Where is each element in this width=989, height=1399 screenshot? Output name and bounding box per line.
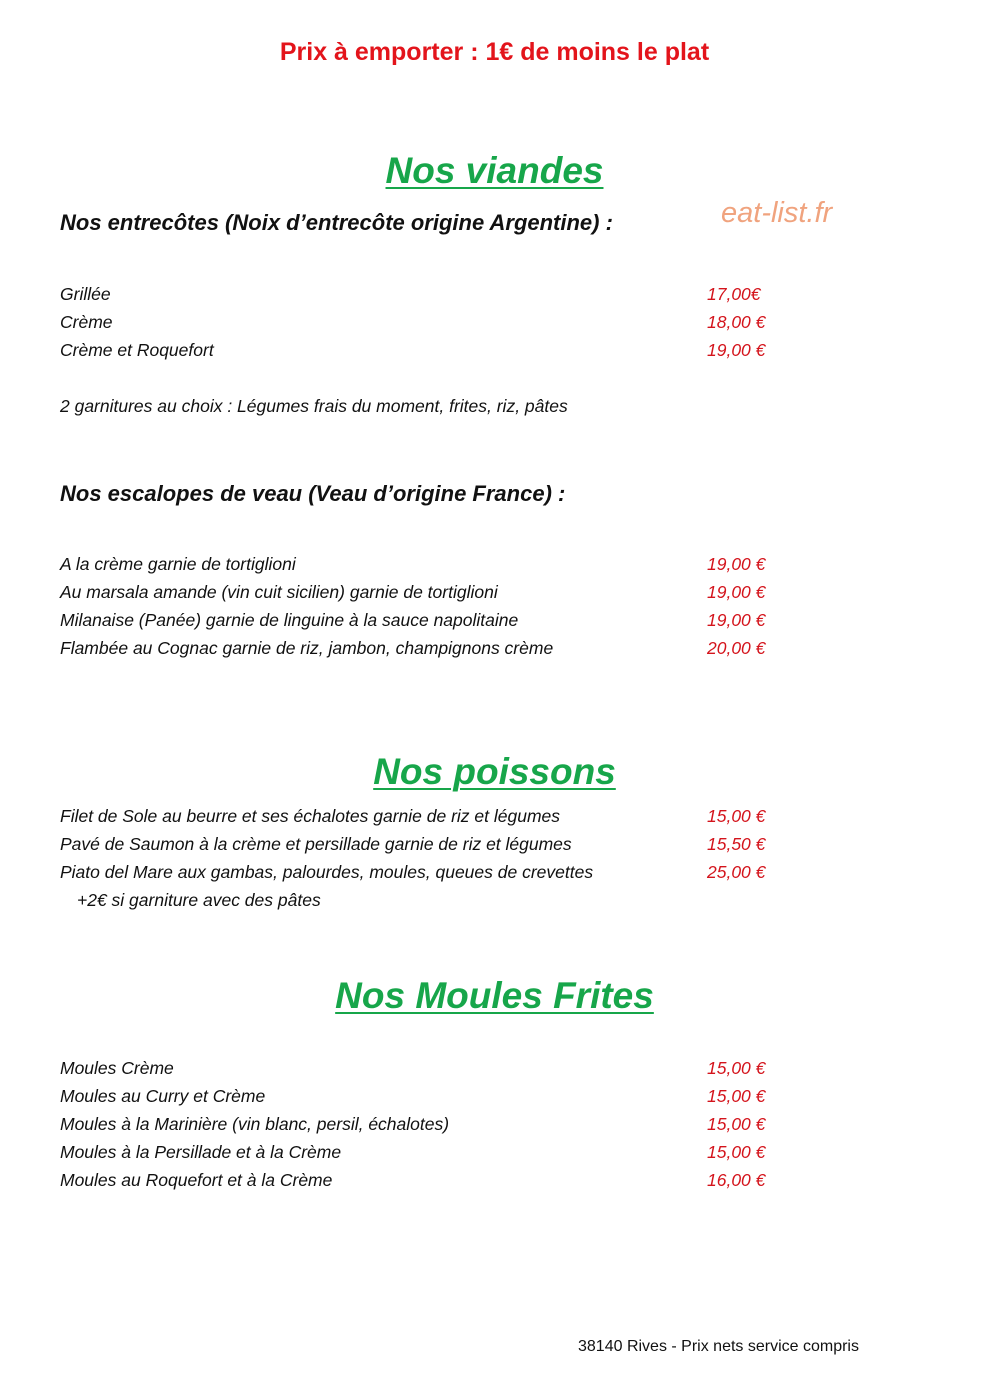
subheading-entrecotes: Nos entrecôtes (Noix d’entrecôte origine Argentine) : (60, 210, 613, 235)
menu-item-name: A la crème garnie de tortiglioni (60, 554, 296, 574)
section-title-moules: Nos Moules Frites (335, 975, 654, 1016)
menu-item-price: 19,00 € (707, 554, 766, 574)
menu-item-name: Moules à la Persillade et à la Crème (60, 1142, 342, 1162)
menu-item-name: Moules au Curry et Crème (60, 1086, 266, 1106)
menu-item-name: Piato del Mare aux gambas, palourdes, moules, queues de crevettes (60, 862, 594, 882)
menu-item-price: 25,00 € (707, 862, 766, 882)
menu-item-price: 15,00 € (707, 806, 766, 826)
takeaway-notice: Prix à emporter : 1€ de moins le plat (279, 38, 710, 66)
menu-item-price: 20,00 € (707, 638, 766, 658)
menu-item-name: Au marsala amande (vin cuit sicilien) garnie de tortiglioni (60, 582, 498, 602)
menu-item-name: Moules à la Marinière (vin blanc, persil, échalotes) (60, 1114, 450, 1134)
menu-item-name: Filet de Sole au beurre et ses échalotes garnie de riz et légumes (60, 806, 561, 826)
menu-item-name: Moules au Roquefort et à la Crème (60, 1170, 333, 1190)
menu-item-name: Crème (60, 312, 113, 332)
menu-item-name: Flambée au Cognac garnie de riz, jambon, champignons crème (60, 638, 554, 658)
menu-item-price: 15,00 € (707, 1114, 766, 1134)
menu-item-price: 15,00 € (707, 1142, 766, 1162)
menu-item-name: Milanaise (Panée) garnie de linguine à la sauce napolitaine (60, 610, 519, 630)
pasta-supplement-note: +2€ si garniture avec des pâtes (77, 890, 321, 910)
section-title-poissons: Nos poissons (373, 751, 616, 792)
menu-item-price: 17,00€ (707, 284, 761, 304)
menu-item-price: 15,00 € (707, 1058, 766, 1078)
menu-item-price: 15,50 € (707, 834, 766, 854)
section-title-viandes: Nos viandes (385, 150, 604, 191)
watermark: eat-list.fr (721, 197, 833, 229)
menu-item-price: 19,00 € (707, 610, 766, 630)
menu-item-price: 19,00 € (707, 340, 766, 360)
subheading-escalopes: Nos escalopes de veau (Veau d’origine France) : (60, 481, 566, 506)
menu-item-name: Moules Crème (60, 1058, 174, 1078)
menu-item-price: 18,00 € (707, 312, 766, 332)
menu-item-name: Grillée (60, 284, 111, 304)
footer-text: 38140 Rives - Prix nets service compris (578, 1338, 859, 1355)
garnish-note: 2 garnitures au choix : Légumes frais du moment, frites, riz, pâtes (60, 396, 568, 416)
menu-item-price: 19,00 € (707, 582, 766, 602)
menu-item-price: 16,00 € (707, 1170, 766, 1190)
menu-item-name: Pavé de Saumon à la crème et persillade garnie de riz et légumes (60, 834, 572, 854)
menu-item-name: Crème et Roquefort (60, 340, 214, 360)
menu-item-price: 15,00 € (707, 1086, 766, 1106)
